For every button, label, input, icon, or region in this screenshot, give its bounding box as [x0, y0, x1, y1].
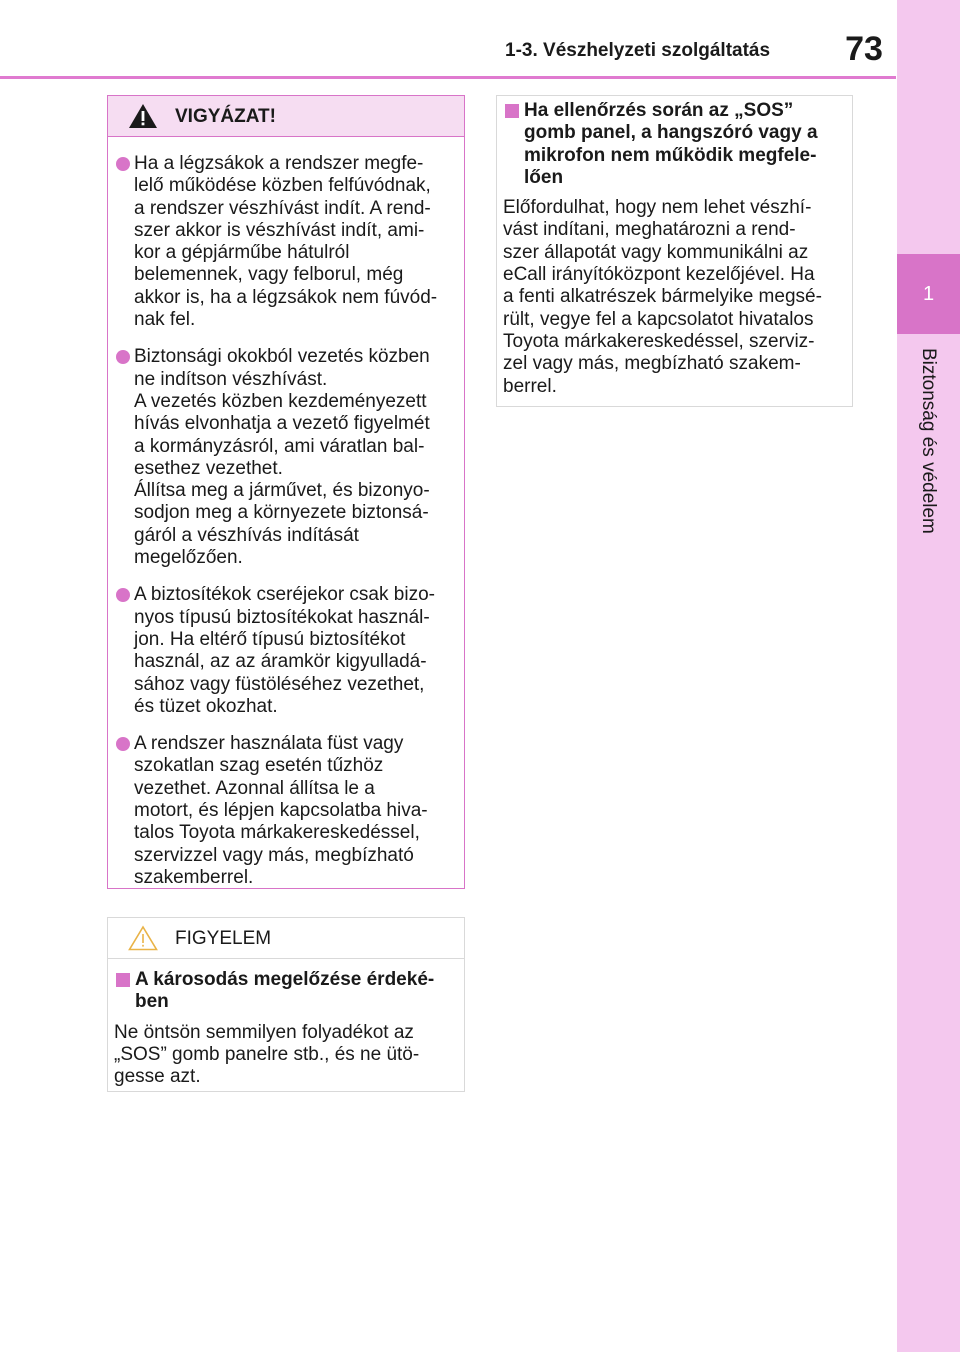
info-line: zel vagy más, megbízható szakem- [503, 353, 801, 375]
warning-item-line: a kormányzásról, ami váratlan bal- [134, 435, 425, 457]
side-chapter-number: 1 [897, 254, 960, 334]
warning-item-line: A vezetés közben kezdeményezett [134, 390, 427, 412]
warning-item-line: A rendszer használata füst vagy [134, 733, 404, 755]
warning-item-line: nyos típusú biztosítékokat használ- [134, 606, 430, 628]
info-box [496, 95, 853, 407]
square-bullet-icon [505, 104, 519, 118]
notice-box-header [108, 918, 464, 959]
info-line: a fenti alkatrészek bármelyike megsé- [503, 286, 822, 308]
warning-item [114, 584, 450, 718]
info-heading-line: lően [524, 166, 564, 188]
info-heading-line: Ha ellenőrzés során az „SOS” [524, 100, 794, 121]
warning-item-line: és tüzet okozhat. [134, 695, 278, 717]
info-paragraph [503, 197, 838, 398]
info-heading [503, 100, 838, 189]
info-heading-line: gomb panel, a hangszóró vagy a [524, 122, 818, 144]
warning-item-line: talos Toyota márkakereskedéssel, [134, 822, 420, 844]
warning-item-line: a rendszer vészhívást indít. A rend- [134, 197, 431, 219]
square-bullet-icon [116, 973, 130, 987]
warning-box-title: VIGYÁZAT! [175, 106, 276, 127]
notice-box [107, 917, 465, 1092]
notice-box-body [108, 959, 464, 1088]
warning-item-line: szakemberrel. [134, 866, 254, 888]
notice-line: Ne öntsön semmilyen folyadékot az [114, 1021, 414, 1043]
page-number: 73 [845, 30, 883, 68]
warning-item-line: Ha a légzsákok a rendszer megfe- [134, 153, 424, 174]
warning-item-line: hívás elvonhatja a vezető figyelmét [134, 413, 430, 435]
warning-item-line: lelő működése közben felfúvódnak, [134, 175, 431, 197]
warning-item [114, 153, 450, 331]
notice-heading-line: A károsodás megelőzése érdeké- [135, 969, 435, 990]
round-bullet-icon [116, 737, 130, 751]
warning-item-line: akkor is, ha a légzsákok nem fúvód- [134, 286, 438, 308]
header-divider [0, 76, 896, 79]
warning-item-line: használ, az az áramkör kigyulladá- [134, 651, 427, 673]
warning-item-line: szer akkor is vészhívást indít, ami- [134, 219, 425, 241]
warning-box [107, 95, 465, 889]
info-line: Előfordulhat, hogy nem lehet vészhí- [503, 197, 812, 219]
notice-box-title: FIGYELEM [175, 928, 272, 949]
warning-box-body [108, 137, 464, 889]
warning-item-line: jon. Ha eltérő típusú biztosítékot [134, 628, 406, 650]
warning-box-header [108, 96, 464, 137]
caution-triangle-outline-icon [128, 925, 158, 951]
warning-triangle-icon [128, 103, 158, 129]
notice-heading [114, 969, 450, 1014]
warning-item-line: A biztosítékok cseréjekor csak bizo- [134, 584, 435, 606]
info-line: eCall irányítóközpont kezelőjével. Ha [503, 264, 815, 286]
side-tab-strip [897, 0, 960, 1352]
round-bullet-icon [116, 157, 130, 171]
warning-item-line: ne indítson vészhívást. [134, 368, 328, 390]
warning-item-line: motort, és lépjen kapcsolatba hiva- [134, 800, 428, 822]
side-chapter-title [897, 348, 960, 578]
info-line: berrel. [503, 375, 557, 397]
round-bullet-icon [116, 588, 130, 602]
warning-item-line: vezethet. Azonnal állítsa le a [134, 777, 375, 799]
warning-item-line: gáról a vészhívás indítását [134, 524, 359, 546]
warning-item-line: szokatlan szag esetén tűzhöz [134, 755, 384, 777]
notice-heading-line: ben [135, 991, 169, 1013]
notice-line: gesse azt. [114, 1066, 201, 1088]
info-line: rült, vegye fel a kapcsolatot hivatalos [503, 308, 814, 330]
info-heading-line: mikrofon nem működik megfele- [524, 144, 817, 166]
warning-item-line: Biztonsági okokból vezetés közben [134, 346, 430, 368]
warning-item-line: szervizzel vagy más, megbízható [134, 844, 414, 866]
warning-item [114, 733, 450, 889]
side-chapter-title-text: Biztonság és védelem [917, 348, 939, 534]
warning-item-line: belemennek, vagy felborul, még [134, 264, 404, 286]
warning-item [114, 346, 450, 569]
notice-line: „SOS” gomb panelre stb., és ne ütö- [114, 1043, 420, 1065]
info-box-body [497, 96, 852, 398]
section-title: 1-3. Vészhelyzeti szolgáltatás [505, 40, 771, 61]
warning-item-line: kor a gépjárműbe hátulról [134, 242, 350, 264]
warning-item-line: nak fel. [134, 309, 196, 331]
info-line: Toyota márkakereskedéssel, szerviz- [503, 330, 815, 352]
warning-item-line: megelőzően. [134, 547, 243, 569]
info-line: vást indítani, meghatározni a rend- [503, 219, 796, 241]
warning-item-line: Állítsa meg a járművet, és bizonyo- [134, 480, 430, 502]
warning-item-line: sához vagy füstöléséhez vezethet, [134, 673, 425, 695]
info-line: szer állapotát vagy kommunikálni az [503, 241, 809, 263]
notice-paragraph [114, 1022, 450, 1089]
round-bullet-icon [116, 350, 130, 364]
warning-item-line: esethez vezethet. [134, 457, 283, 479]
warning-item-line: sodjon meg a környezete biztonsá- [134, 502, 429, 524]
